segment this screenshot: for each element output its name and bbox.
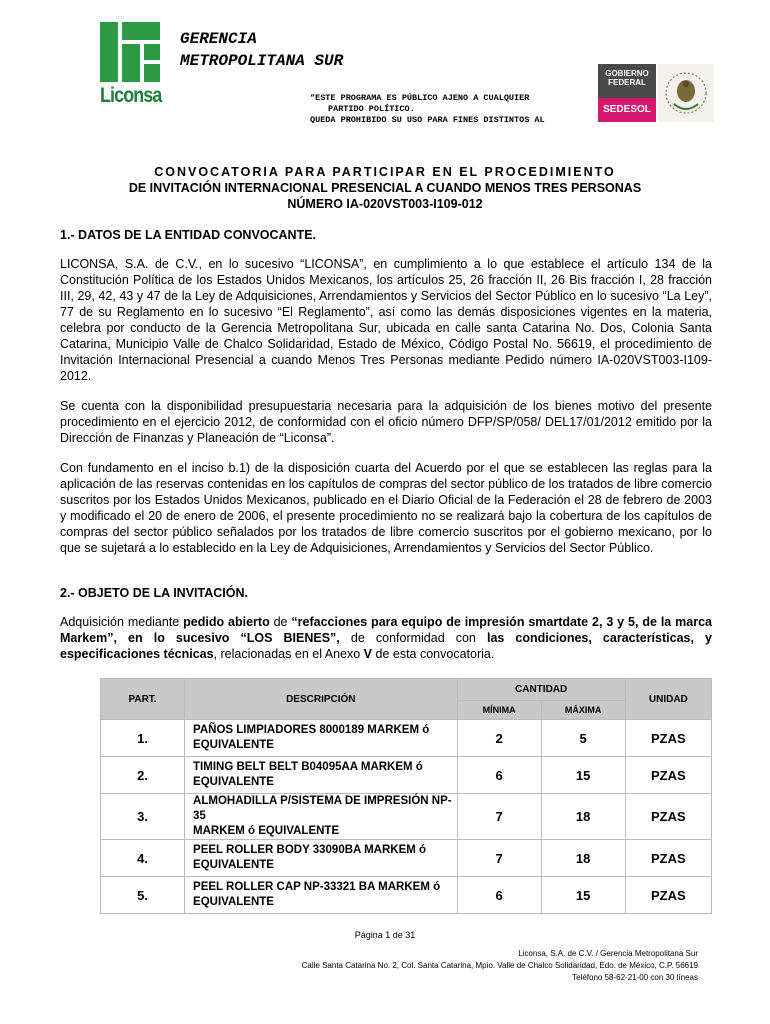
row-description: ALMOHADILLA P/SISTEMA DE IMPRESIÓN NP-35 MARKEM ó EQUIVALENTE (185, 794, 458, 840)
section2-heading: 2.- OBJETO DE LA INVITACIÓN. (60, 586, 248, 600)
table-row (101, 757, 712, 794)
logo-text: Liconsa (100, 84, 162, 107)
row-unit: PZAS (625, 757, 711, 794)
row-min: 6 (457, 757, 541, 794)
section1-paragraph-3: Con fundamento en el inciso b.1) de la disposición cuarta del Acuerdo por el que se establecen las reglas para la aplicación de las reservas contenidas en los capítulos de compras del sector público de los tratados de libre comercio suscritos por los Estados Unidos Mexicanos, publicado en el Diario Oficial de la Federación el 28 de febrero de 2003 y modificado el 20 de enero de 2006, el presente procedimiento no se realizará bajo la cobertura de los capítulos de compras del sector público señalados por los tratados de libre comercio suscritos por el gobierno mexicano, por lo que se sujetará a lo establecido en la Ley de Adquisiciones, Arrendamientos y Servicios del Sector Público. (60, 461, 712, 555)
row-unit: PZAS (625, 720, 711, 757)
header-minima: MÍNIMA (457, 700, 541, 719)
header-cantidad: CANTIDAD (457, 679, 625, 701)
section1-paragraph-2: Se cuenta con la disponibilidad presupuestaria necesaria para la adquisición de los bienes motivo del presente procedimiento en el ejercicio 2012, de conformidad con el oficio número DFP/SP/058/ DEL17/01/2012 emitido por la Dirección de Finanzas y Planeación de “Liconsa”. (60, 399, 712, 445)
table-row (101, 840, 712, 877)
gerencia-title: GERENCIA METROPOLITANA SUR (180, 30, 344, 70)
table-row (101, 720, 712, 757)
row-max: 5 (541, 720, 625, 757)
row-part: 1. (101, 720, 185, 757)
sedesol-label: SEDESOL (598, 98, 656, 122)
row-description: PEEL ROLLER BODY 33090BA MARKEM ó EQUIVALENTE (185, 840, 458, 877)
row-max: 18 (541, 794, 625, 840)
row-max: 15 (541, 757, 625, 794)
footer-address: Liconsa, S.A. de C.V. / Gerencia Metropolitana Sur Calle Santa Catarina No. 2, Col. Santa Catarina, Mpio. Valle de Chalco Solidaridad, Edo. de México, C.P. 56619 Teléfono 58-62-21-00 con 30 líneas (301, 949, 698, 982)
section1-paragraph-1: LICONSA, S.A. de C.V., en lo sucesivo “LICONSA”, en cumplimiento a lo que establece el artículo 134 de la Constitución Política de los Estados Unidos Mexicanos, los artículos 25, 26 fracción II, 26 Bis fracción I, 28 fracción III, 29, 42, 43 y 47 de la Ley de Adquisiciones, Arrendamientos y Servicios del Sector Público en lo sucesivo “La Ley”, 77 de su Reglamento en lo sucesivo “El Reglamento”, así como las demás disposiciones vigentes en la materia, celebra por conducto de la Gerencia Metropolitana Sur, ubicada en calle santa Catarina No. Dos, Colonia Santa Catarina, Municipio Valle de Chalco Solidaridad, Estado de México, Código Postal No. 56619, el procedimiento de Invitación Internacional Presencial a cuando Menos Tres Personas mediante Pedido número IA-020VST003-I109-2012. (60, 257, 712, 383)
page-number: Página 1 de 31 (354, 930, 416, 940)
header-unidad: UNIDAD (625, 679, 711, 720)
row-unit: PZAS (625, 840, 711, 877)
table-row (101, 794, 712, 840)
document-title: CONVOCATORIA PARA PARTICIPAR EN EL PROCEDIMIENTO DE INVITACIÓN INTERNACIONAL PRESENCIAL A CUANDO MENOS TRES PERSONAS NÚMERO IA-020VST003-I109-012 (128, 165, 642, 211)
header-maxima: MÁXIMA (541, 700, 625, 719)
items-table (100, 678, 712, 914)
row-min: 7 (457, 794, 541, 840)
row-min: 7 (457, 840, 541, 877)
row-min: 2 (457, 720, 541, 757)
header-part: PART. (101, 679, 185, 720)
row-part: 4. (101, 840, 185, 877)
table-row (101, 877, 712, 914)
row-part: 2. (101, 757, 185, 794)
gobierno-federal-logo: GOBIERNO FEDERAL SEDESOL (598, 64, 656, 122)
row-part: 3. (101, 794, 185, 840)
row-description: TIMING BELT BELT B04095AA MARKEM ó EQUIVALENTE (185, 757, 458, 794)
row-unit: PZAS (625, 877, 711, 914)
row-unit: PZAS (625, 794, 711, 840)
program-disclaimer: “ESTE PROGRAMA ES PÚBLICO AJENO A CUALQUIER PARTIDO POLÍTICO. QUEDA PROHIBIDO SU USO PARA FINES DISTINTOS AL (310, 93, 545, 123)
section1-heading: 1.- DATOS DE LA ENTIDAD CONVOCANTE. (60, 228, 317, 242)
row-description: PEEL ROLLER CAP NP-33321 BA MARKEM ó EQUIVALENTE (185, 877, 458, 914)
row-min: 6 (457, 877, 541, 914)
section2-paragraph: Adquisición mediante pedido abierto de “refacciones para equipo de impresión smartdate 2, 3 y 5, de la marca Markem”, en lo sucesivo “LOS BIENES”, de conformidad con las condiciones, características, y especificaciones técnicas, relacionadas en el Anexo V de esta convocatoria. (60, 615, 712, 661)
row-max: 15 (541, 877, 625, 914)
mexico-seal-icon (658, 64, 714, 122)
row-description: PAÑOS LIMPIADORES 8000189 MARKEM ó EQUIVALENTE (185, 720, 458, 757)
header-description: DESCRIPCIÓN (185, 679, 458, 720)
row-max: 18 (541, 840, 625, 877)
row-part: 5. (101, 877, 185, 914)
